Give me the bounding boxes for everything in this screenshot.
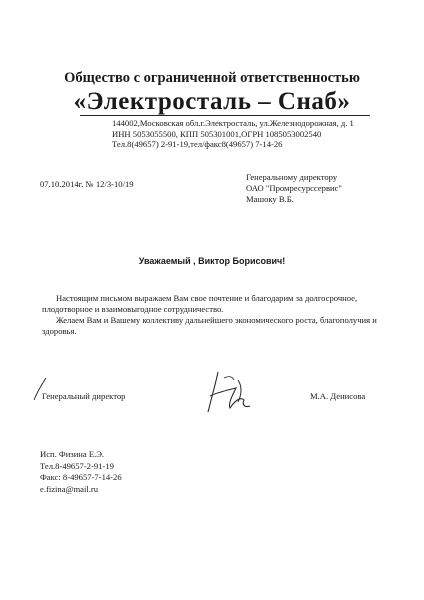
executor-email: e.fizina@mail.ru bbox=[40, 483, 99, 494]
tax-id-line: ИНН 5053055500, КПП 505301001,ОГРН 1085053002540 bbox=[112, 128, 322, 139]
organization-address-block bbox=[112, 118, 354, 150]
phone-line: Тел.8(49657) 2-91-19,тел/факс8(49657) 7-14-26 bbox=[112, 139, 283, 150]
recipient-position: Генеральному директору bbox=[246, 172, 338, 182]
executor-name: Исп. Физина Е.Э. bbox=[40, 449, 105, 459]
signatory-title: Генеральный директор bbox=[42, 391, 126, 401]
organization-name-line: Общество с ограниченной ответственностью bbox=[64, 70, 360, 86]
organization-title: «Электросталь – Снаб» bbox=[73, 88, 351, 115]
handwritten-signature bbox=[198, 366, 268, 416]
greeting: Уважаемый , Виктор Борисович! bbox=[138, 256, 286, 266]
letter-reference: 07.10.2014г. № 12/3-10/19 bbox=[40, 179, 134, 189]
letter-body bbox=[42, 293, 392, 337]
recipient-name: Машоку В.Б. bbox=[246, 194, 294, 204]
address-line: 144002,Московская обл.г.Электросталь, ул.Железнодорожная, д. 1 bbox=[112, 118, 354, 128]
signatory-name: М.А. Денисова bbox=[310, 391, 366, 401]
executor-phone: Тел.8-49657-2-91-19 bbox=[40, 460, 114, 471]
body-paragraph: Желаем Вам и Вашему коллективу дальнейшего экономического роста, благополучия и здоровья. bbox=[42, 315, 377, 336]
body-paragraph: Настоящим письмом выражаем Вам свое почтение и благодарим за долгосрочное, плодотворное и взаимовыгодное сотрудничество. bbox=[42, 293, 358, 314]
executor-contacts bbox=[40, 449, 122, 495]
executor-fax: Факс: 8-49657-7-14-26 bbox=[40, 472, 122, 482]
recipient-company: ОАО "Промресурссервис" bbox=[246, 183, 342, 193]
recipient-block bbox=[246, 172, 342, 205]
header-divider bbox=[80, 115, 370, 116]
